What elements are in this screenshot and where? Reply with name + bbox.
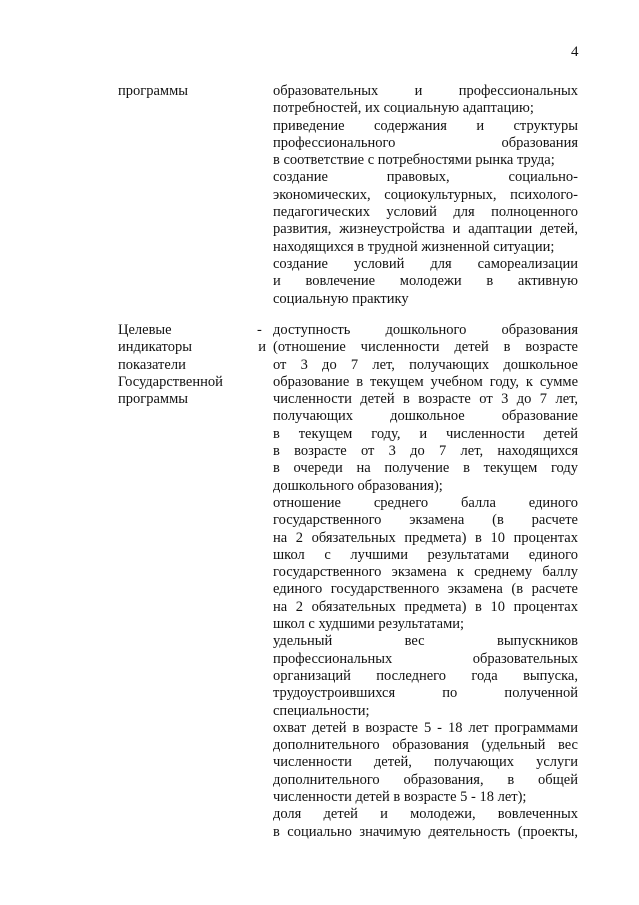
section2-dash: - (257, 322, 262, 338)
label-text: программы (118, 391, 188, 408)
text-line: государственного экзамена (в расчете (273, 512, 578, 529)
label-line (118, 391, 266, 408)
text-line: удельный вес выпускников (273, 633, 578, 650)
text-line: в текущем году, и численности детей (273, 425, 578, 442)
text-line: численности детей, получающих услуги (273, 754, 578, 771)
label-line (118, 374, 266, 391)
text-line: численности детей в возрасте 5 - 18 лет); (273, 789, 527, 806)
text-line: в соответствие с потребностями рынка труда; (273, 152, 555, 169)
label-line (118, 339, 266, 356)
label-text: индикаторы (118, 339, 192, 356)
text-line: в возрасте от 3 до 7 лет, находящихся (273, 443, 578, 460)
label-line (118, 357, 266, 374)
text-line: педагогических условий для полноценного (273, 204, 578, 221)
text-line: трудоустроившихся по полученной (273, 685, 578, 702)
text-line: на 2 обязательных предмета) в 10 процентах (273, 529, 578, 546)
text-line: экономических, социокультурных, психолого- (273, 186, 578, 203)
text-line: и вовлечение молодежи в активную (273, 273, 578, 290)
text-line: охват детей в возрасте 5 - 18 лет программами (273, 719, 578, 736)
text-line: получающих дошкольное образование (273, 408, 578, 425)
text-line: доля детей и молодежи, вовлеченных (273, 806, 578, 823)
text-line: профессионального образования (273, 134, 578, 151)
text-line: развития, жизнеустройства и адаптации детей, (273, 221, 578, 238)
text-line: находящихся в трудной жизненной ситуации; (273, 238, 555, 255)
text-line: образовательных и профессиональных (273, 83, 578, 99)
text-line: единого государственного экзамена (в расчете (273, 581, 578, 598)
text-line: в социально значимую деятельность (проекты, (273, 823, 578, 840)
text-line: в очереди на получение в текущем году (273, 460, 578, 477)
text-line: от 3 до 7 лет, получающих дошкольное (273, 356, 578, 373)
text-line: школ с лучшими результатами единого (273, 546, 578, 563)
label-text: Целевые (118, 322, 172, 338)
text-line: школ с худшими результатами; (273, 616, 465, 633)
text-line: профессиональных образовательных (273, 650, 578, 667)
text-line: отношение среднего балла единого (273, 494, 578, 511)
text-line: социальную практику (273, 290, 409, 307)
section2-label-column (118, 322, 266, 408)
text-line: численности детей в возрасте от 3 до 7 лет, (273, 391, 578, 408)
text-line: приведение содержания и структуры (273, 117, 578, 134)
text-line: дополнительного образования, в общей (273, 771, 578, 788)
section1-label-column (118, 83, 266, 100)
text-line: на 2 обязательных предмета) в 10 процентах (273, 598, 578, 615)
text-line: доступность дошкольного образования (273, 322, 578, 338)
section1-label: программы (118, 83, 188, 99)
label-conjunction: и (258, 339, 266, 356)
label-text: показатели (118, 356, 186, 373)
section2-text-column (273, 322, 578, 841)
text-line: создание условий для самореализации (273, 255, 578, 272)
label-line (118, 322, 266, 339)
text-line: дополнительного образования (удельный вес (273, 737, 578, 754)
text-line: (отношение численности детей в возрасте (273, 339, 578, 356)
text-line: организаций последнего года выпуска, (273, 667, 578, 684)
text-line: образование в текущем учебном году, к сумме (273, 373, 578, 390)
section1-text-column (273, 83, 578, 308)
page-number: 4 (571, 44, 579, 60)
label-text: Государственной (118, 373, 223, 390)
text-line: специальности; (273, 702, 370, 719)
text-line: дошкольного образования); (273, 477, 443, 494)
text-line: создание правовых, социально- (273, 169, 578, 186)
text-line: потребностей, их социальную адаптацию; (273, 100, 534, 117)
text-line: государственного экзамена к среднему баллу (273, 564, 578, 581)
